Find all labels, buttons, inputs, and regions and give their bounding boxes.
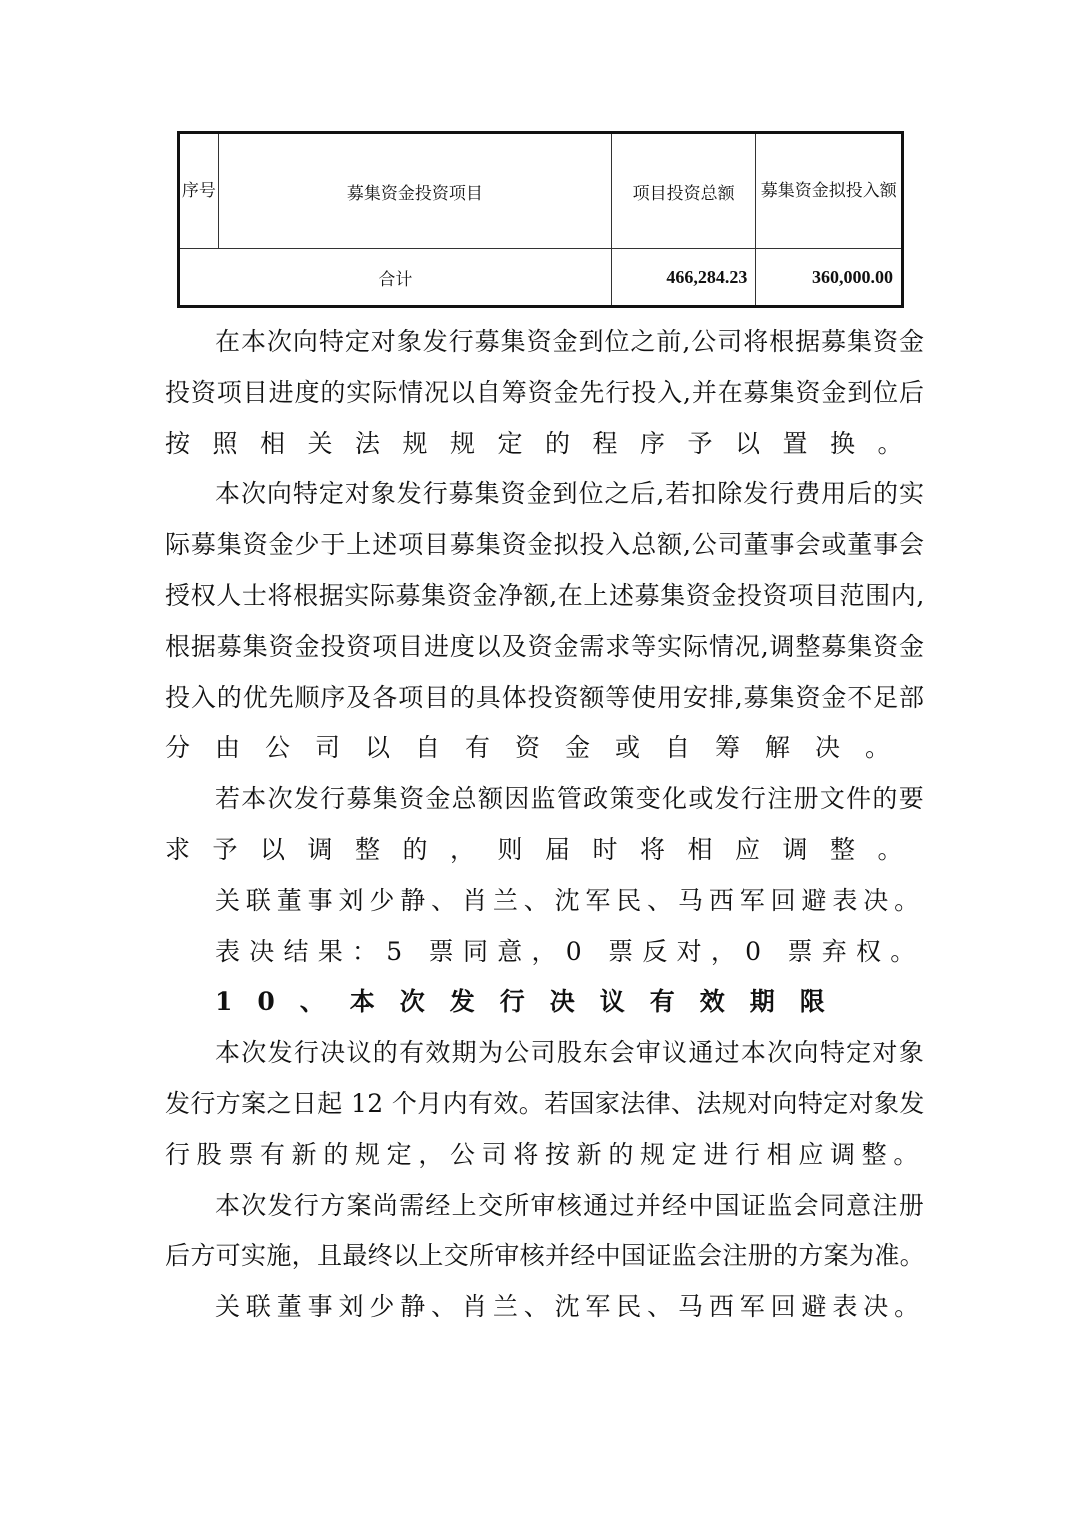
paragraph-line: 在本次向特定对象发行募集资金到位之前,公司将根据募集资金 bbox=[215, 327, 925, 356]
header-project: 募集资金投资项目 bbox=[218, 133, 611, 249]
paragraph-line: 投资项目进度的实际情况以自筹资金先行投入,并在募集资金到位后 bbox=[165, 377, 925, 407]
paragraph-line: 根据募集资金投资项目进度以及资金需求等实际情况,调整募集资金 bbox=[165, 631, 925, 661]
total-investment-value: 466,284.23 bbox=[611, 249, 756, 307]
paragraph-line: 求予以调整的，则届时将相应调整。 bbox=[165, 834, 926, 864]
section-heading: 10、本次发行决议有效期限 bbox=[215, 987, 850, 1017]
paragraph-line: 若本次发行募集资金总额因监管政策变化或发行注册文件的要 bbox=[215, 784, 926, 814]
paragraph-line: 行股票有新的规定，公司将按新的规定进行相应调整。 bbox=[165, 1139, 926, 1169]
paragraph-line: 授权人士将根据实际募集资金净额,在上述募集资金投资项目范围内, bbox=[165, 580, 925, 610]
table-total-row bbox=[179, 249, 903, 307]
raised-investment-value: 360,000.00 bbox=[756, 249, 903, 307]
paragraph-line: 分由公司以自有资金或自筹解决。 bbox=[165, 733, 916, 763]
total-label: 合计 bbox=[179, 249, 612, 307]
paragraph-line: 发行方案之日起 12 个月内有效。若国家法律、法规对向特定对象发 bbox=[165, 1088, 925, 1118]
table-header-row bbox=[179, 133, 903, 249]
header-total-investment: 项目投资总额 bbox=[611, 133, 756, 249]
paragraph-line: 按照相关法规规定的程序予以置换。 bbox=[165, 428, 926, 458]
paragraph-line: 后方可实施，且最终以上交所审核并经中国证监会注册的方案为准。 bbox=[165, 1241, 926, 1271]
paragraph-line: 际募集资金少于上述项目募集资金拟投入总额,公司董事会或董事会 bbox=[165, 530, 925, 560]
header-seq: 序号 bbox=[179, 133, 219, 249]
header-raised-investment: 募集资金拟投入额 bbox=[756, 133, 903, 249]
fund-allocation-table bbox=[177, 131, 904, 308]
paragraph-line: 本次发行决议的有效期为公司股东会审议通过本次向特定对象 bbox=[215, 1038, 926, 1068]
paragraph-line: 本次向特定对象发行募集资金到位之后,若扣除发行费用后的实 bbox=[215, 479, 925, 509]
paragraph-line: 投入的优先顺序及各项目的具体投资额等使用安排,募集资金不足部 bbox=[165, 682, 925, 712]
document-body bbox=[165, 317, 925, 1333]
paragraph-line: 表决结果：5 票同意，0 票反对，0 票弃权。 bbox=[215, 936, 925, 966]
paragraph-line: 关联董事刘少静、肖兰、沈军民、马西军回避表决。 bbox=[215, 1292, 926, 1322]
paragraph-line: 本次发行方案尚需经上交所审核通过并经中国证监会同意注册 bbox=[215, 1190, 926, 1220]
paragraph-line: 关联董事刘少静、肖兰、沈军民、马西军回避表决。 bbox=[215, 885, 926, 915]
